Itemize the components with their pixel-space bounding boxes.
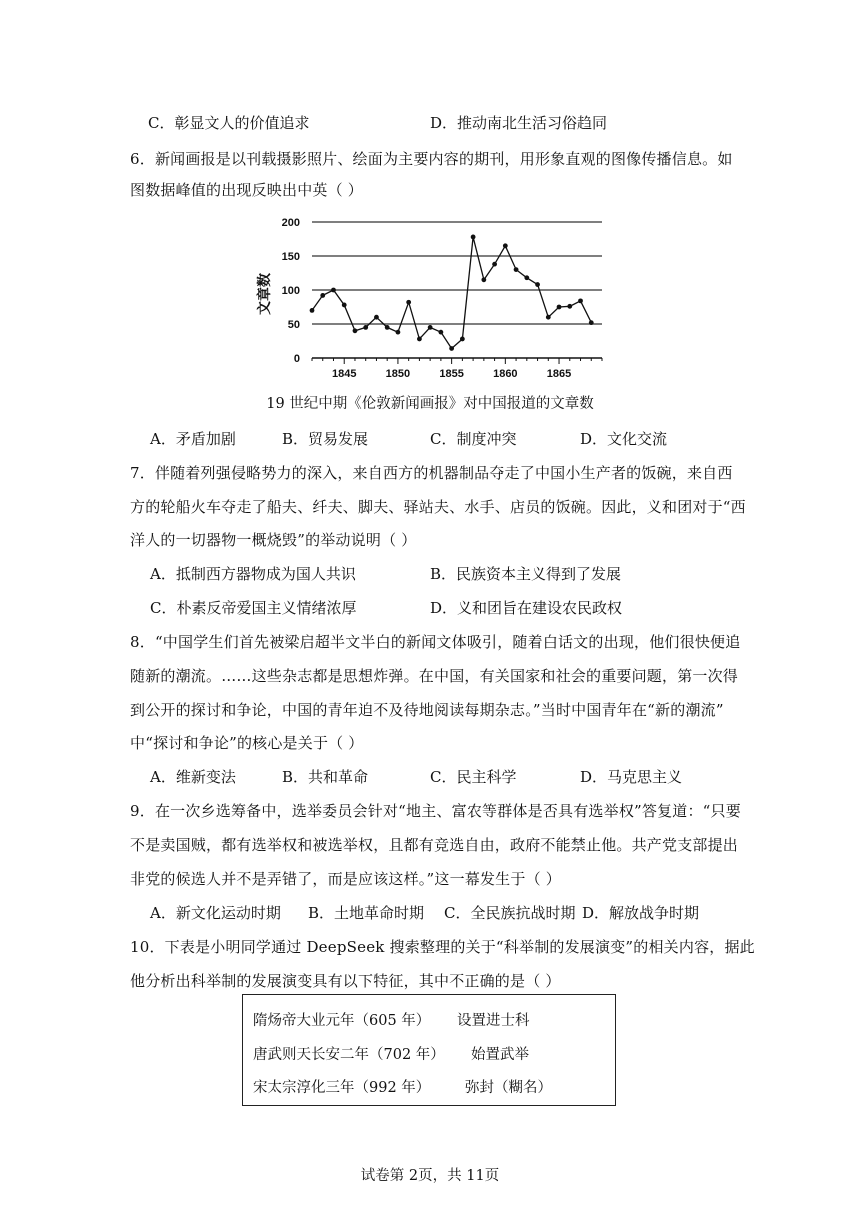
data-point xyxy=(503,243,508,248)
data-point xyxy=(546,315,551,320)
table-row xyxy=(253,1009,530,1030)
chart-caption: 19 世纪中期《伦敦新闻画报》对中国报道的文章数 xyxy=(266,396,594,412)
table-cell-time: 唐武则天长安二年（702 年） xyxy=(253,1047,445,1063)
x-tick-label: 1845 xyxy=(331,368,357,380)
q8-option-b: B．共和革命 xyxy=(282,768,369,786)
q9-line2: 不是卖国贼，都有选举权和被选举权，且都有竞选自由，政府不能禁止他。共产党支部提出 xyxy=(130,836,739,854)
data-point xyxy=(342,303,347,308)
q6-stem-line1: 6．新闻画报是以刊载摄影照片、绘面为主要内容的期刊，用形象直观的图像传播信息。如 xyxy=(130,150,733,168)
q7-line2: 方的轮船火车夺走了船夫、纤夫、脚夫、驿站夫、水手、店员的饭碗。因此，义和团对于“西 xyxy=(130,498,746,516)
q6-option-d: D．文化交流 xyxy=(580,430,668,448)
q8-option-a: A．维新变法 xyxy=(150,768,236,786)
q5-option-c: C．彰显文人的价值追求 xyxy=(148,114,310,132)
data-point xyxy=(567,304,572,309)
q8-line4: 中“探讨和争论”的核心是关于（ ） xyxy=(130,734,364,752)
q6-stem-line2: 图数据峰值的出现反映出中英（ ） xyxy=(130,181,363,199)
q9-line3: 非党的候选人并不是弄错了，而是应该这样。”这一幕发生于（ ） xyxy=(130,870,561,888)
q10-line2: 他分析出科举制的发展演变具有以下特征，其中不正确的是（ ） xyxy=(130,972,561,990)
table-row xyxy=(253,1043,529,1064)
y-tick-label: 100 xyxy=(281,285,300,297)
q10-line1: 10．下表是小明同学通过 DeepSeek 搜索整理的关于“科举制的发展演变”的相关内容，据此 xyxy=(130,938,755,956)
data-point xyxy=(524,275,529,280)
article-count-chart xyxy=(255,212,607,380)
q6-option-c: C．制度冲突 xyxy=(430,430,517,448)
data-point xyxy=(557,305,562,310)
x-tick-label: 1850 xyxy=(385,368,411,380)
q8-option-c: C．民主科学 xyxy=(430,768,517,786)
q9-option-b: B．土地革命时期 xyxy=(308,904,425,922)
data-point xyxy=(589,320,594,325)
x-tick-label: 1855 xyxy=(439,368,464,380)
keju-table xyxy=(242,994,616,1106)
data-point xyxy=(438,330,443,335)
table-cell-event: 弥封（糊名） xyxy=(465,1080,552,1096)
q9-option-a: A．新文化运动时期 xyxy=(150,904,281,922)
x-tick-label: 1865 xyxy=(546,368,572,380)
y-tick-label: 200 xyxy=(281,217,300,229)
data-point xyxy=(331,288,336,293)
q7-line3: 洋人的一切器物一概烧毁”的举动说明（ ） xyxy=(130,531,417,549)
q6-option-b: B．贸易发展 xyxy=(282,430,369,448)
data-point xyxy=(449,346,454,351)
data-point xyxy=(396,330,401,335)
q7-option-d: D．义和团旨在建设农民政权 xyxy=(430,599,623,617)
data-point xyxy=(310,308,315,313)
q7-line1: 7．伴随着列强侵略势力的深入，来自西方的机器制品夺走了中国小生产者的饭碗，来自西 xyxy=(130,464,733,482)
data-point xyxy=(471,235,476,240)
q8-line3: 到公开的探讨和争论，中国的青年迫不及待地阅读每期杂志。”当时中国青年在“新的潮流” xyxy=(130,701,724,719)
q9-option-d: D．解放战争时期 xyxy=(582,904,700,922)
q9-line1: 9．在一次乡选筹备中，选举委员会针对“地主、富农等群体是否具有选举权”答复道：“只要 xyxy=(130,802,741,820)
data-point xyxy=(535,282,540,287)
data-point xyxy=(578,298,583,303)
data-point xyxy=(406,300,411,305)
q5-option-d: D．推动南北生活习俗趋同 xyxy=(430,114,608,132)
y-tick-label: 150 xyxy=(281,251,300,263)
data-point xyxy=(428,325,433,330)
data-point xyxy=(460,337,465,342)
table-row xyxy=(253,1076,552,1097)
page-footer: 试卷第 2页，共 11页 xyxy=(360,1168,500,1184)
data-point xyxy=(514,267,519,272)
table-cell-time: 隋炀帝大业元年（605 年） xyxy=(253,1013,431,1029)
q7-option-b: B．民族资本主义得到了发展 xyxy=(430,565,622,583)
q8-line2: 随新的潮流。……这些杂志都是思想炸弹。在中国，有关国家和社会的重要问题，第一次得 xyxy=(130,667,739,685)
data-point xyxy=(363,325,368,330)
data-point xyxy=(492,262,497,267)
q9-option-c: C．全民族抗战时期 xyxy=(444,904,576,922)
y-tick-label: 50 xyxy=(287,319,300,331)
q8-line1: 8．“中国学生们首先被梁启超半文半白的新闻文体吸引，随着白话文的出现，他们很快便追 xyxy=(130,633,741,651)
y-tick-label: 0 xyxy=(293,353,300,365)
q6-option-a: A．矛盾加剧 xyxy=(150,430,236,448)
table-cell-event: 设置进士科 xyxy=(457,1013,530,1029)
q7-option-c: C．朴素反帝爱国主义情绪浓厚 xyxy=(150,599,357,617)
q7-option-a: A．抵制西方器物成为国人共识 xyxy=(150,565,356,583)
data-point xyxy=(385,325,390,330)
q8-option-d: D．马克思主义 xyxy=(580,768,683,786)
data-point xyxy=(374,315,379,320)
table-cell-time: 宋太宗淳化三年（992 年） xyxy=(253,1080,431,1096)
data-point xyxy=(417,337,422,342)
data-point xyxy=(481,277,486,282)
x-tick-label: 1860 xyxy=(493,368,518,380)
data-point xyxy=(320,293,325,298)
table-cell-event: 始置武举 xyxy=(471,1047,529,1063)
data-point xyxy=(353,328,358,333)
y-axis-title: 文章数 xyxy=(257,273,273,315)
